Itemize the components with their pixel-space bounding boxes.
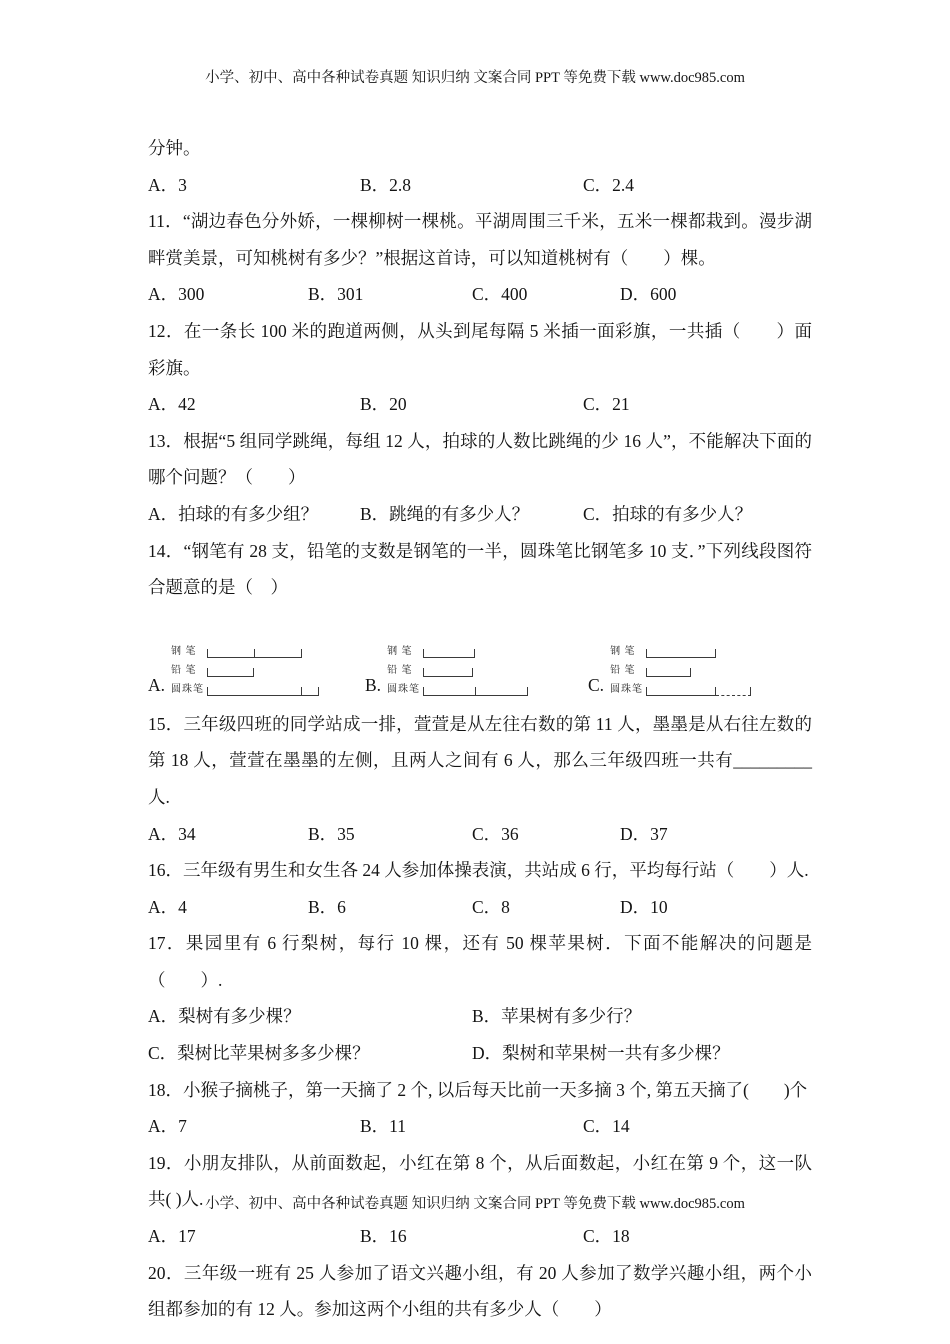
question-16-options <box>148 889 812 926</box>
segment-label-pen: 钢 笔 <box>387 645 413 657</box>
option-d: D．10 <box>620 896 668 917</box>
question-19-options <box>148 1218 812 1255</box>
segment-label-pencil: 铅 笔 <box>387 664 413 676</box>
option-a: A．42 <box>148 394 196 415</box>
option-b: B．苹果树有多少行？ <box>472 1006 642 1027</box>
option-letter: B. <box>365 674 382 695</box>
option-b: B．16 <box>360 1226 407 1247</box>
question-18-stem: 18．小猴子摘桃子，第一天摘了 2 个, 以后每天比前一天多摘 3 个, 第五天摘了( )个 <box>148 1079 808 1100</box>
segment-label-pencil: 铅 笔 <box>610 664 636 676</box>
question-17-stem: 17．果园里有 6 行梨树，每行 10 棵，还有 50 棵苹果树．下面不能解决的问题是（ ）. <box>148 933 812 990</box>
question-19-stem: 19．小朋友排队，从前面数起，小红在第 8 个，从后面数起，小红在第 9 个，这一队共( )人. <box>148 1152 812 1210</box>
page-footer-text: 小学、初中、高中各种试卷真题 知识归纳 文案合同 PPT 等免费下载 www.doc985.com <box>205 1196 745 1212</box>
diagram-option-c <box>588 639 751 696</box>
question-12-stem: 12．在一条长 100 米的跑道两侧，从头到尾每隔 5 米插一面彩旗，一共插（ ）面彩旗。 <box>148 320 812 378</box>
question-17-options-row2 <box>148 1035 812 1072</box>
option-b: B．20 <box>360 394 407 415</box>
segment-label-pencil: 铅 笔 <box>171 664 197 676</box>
option-c: C．14 <box>583 1116 630 1137</box>
question-13-stem: 13．根据“5 组同学跳绳，每组 12 人，拍球的人数比跳绳的少 16 人”，不能解决下面的哪个问题？（ ） <box>148 430 812 488</box>
segment-label-pen: 钢 笔 <box>610 645 636 657</box>
option-a: A．拍球的有多少组？ <box>148 503 319 524</box>
question-11-stem: 11．“湖边春色分外娇，一棵柳树一棵桃。平湖周围三千米，五米一棵都栽到。漫步湖畔赏美景，可知桃树有多少？”根据这首诗，可以知道桃树有（ ）棵。 <box>148 211 812 268</box>
option-b: B．2.8 <box>360 174 412 195</box>
question-15-stem: 15．三年级四班的同学站成一排，萱萱是从左往右数的第 11 人，墨墨是从右往左数的第 18 人，萱萱在墨墨的左侧，且两人之间有 6 人，那么三年级四班一共有_________人. <box>148 713 812 807</box>
option-d: D．600 <box>620 284 677 305</box>
segment-diagram <box>171 639 319 696</box>
segment-label-ballpen: 圆珠笔 <box>610 683 644 695</box>
exam-content <box>148 130 812 1328</box>
question-20-stem: 20．三年级一班有 25 人参加了语文兴趣小组，有 20 人参加了数学兴趣小组，两个小组都参加的有 12 人。参加这两个小组的共有多少人（ ） <box>148 1262 812 1320</box>
option-b: B．301 <box>308 284 364 305</box>
option-c: C．36 <box>472 823 519 844</box>
question-10-options <box>148 167 812 204</box>
diagram-option-a <box>148 639 365 696</box>
option-c: C．2.4 <box>583 174 635 195</box>
segment-diagram <box>387 639 528 696</box>
option-c: C．400 <box>472 284 528 305</box>
option-c: C．8 <box>472 896 510 917</box>
page-header-text: 小学、初中、高中各种试卷真题 知识归纳 文案合同 PPT 等免费下载 www.doc985.com <box>205 70 745 86</box>
option-a: A．300 <box>148 284 205 305</box>
question-10-tail: 分钟。 <box>148 138 201 158</box>
option-c: C．21 <box>583 394 630 415</box>
question-15-options <box>148 816 812 853</box>
question-13-options <box>148 496 812 533</box>
option-b: B．35 <box>308 823 355 844</box>
question-17-options-row1 <box>148 998 812 1035</box>
option-a: A．3 <box>148 174 187 195</box>
segment-label-ballpen: 圆珠笔 <box>387 683 421 695</box>
option-a: A．4 <box>148 896 187 917</box>
option-c: C．梨树比苹果树多多少棵？ <box>148 1043 370 1064</box>
option-b: B．6 <box>308 896 346 917</box>
question-14-stem: 14．“钢笔有 28 支，铅笔的支数是钢笔的一半，圆珠笔比钢笔多 10 支．”下列线段图符合题意的是（ ） <box>148 540 812 598</box>
option-b: B．跳绳的有多少人？ <box>360 503 530 524</box>
question-14-diagram-options <box>148 610 812 696</box>
option-d: D．37 <box>620 823 668 844</box>
segment-label-ballpen: 圆珠笔 <box>171 683 205 695</box>
option-a: A．17 <box>148 1226 196 1247</box>
option-letter: A. <box>148 674 166 695</box>
question-18-options <box>148 1108 812 1145</box>
option-b: B．11 <box>360 1116 407 1137</box>
question-16-stem: 16．三年级有男生和女生各 24 人参加体操表演，共站成 6 行，平均每行站（ ）人. <box>148 860 809 881</box>
option-c: C．拍球的有多少人？ <box>583 503 753 524</box>
segment-label-pen: 钢 笔 <box>171 645 197 657</box>
option-c: C．18 <box>583 1226 630 1247</box>
segment-diagram <box>610 639 751 696</box>
diagram-option-b <box>365 639 588 696</box>
question-11-options <box>148 276 812 313</box>
option-a: A．7 <box>148 1116 187 1137</box>
option-d: D．梨树和苹果树一共有多少棵？ <box>472 1043 730 1064</box>
option-a: A．34 <box>148 823 196 844</box>
question-12-options <box>148 386 812 423</box>
option-a: A．梨树有多少棵？ <box>148 1006 301 1027</box>
option-letter: C. <box>588 674 605 695</box>
